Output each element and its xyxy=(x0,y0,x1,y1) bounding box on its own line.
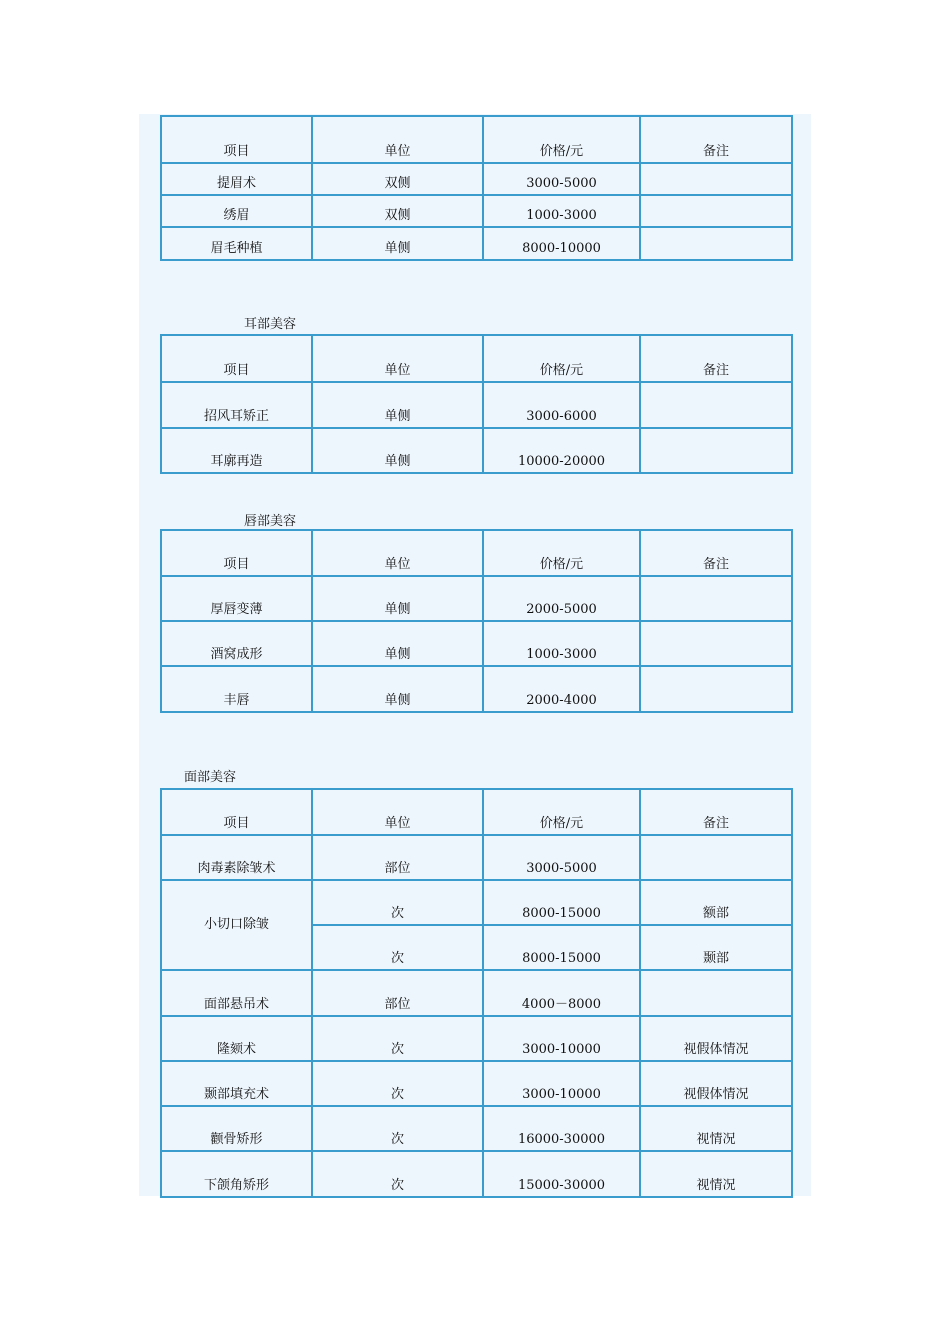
table-row xyxy=(161,1061,792,1106)
cell-price: 16000-30000 xyxy=(483,1106,640,1151)
cell-unit: 次 xyxy=(312,1106,483,1151)
cell-price: 3000-5000 xyxy=(483,163,640,195)
header-unit: 单位 xyxy=(312,116,483,163)
cell-note xyxy=(640,382,792,428)
cell-unit: 次 xyxy=(312,1016,483,1061)
header-note: 备注 xyxy=(640,789,792,835)
cell-note xyxy=(640,195,792,227)
cell-unit: 次 xyxy=(312,1151,483,1197)
header-item: 项目 xyxy=(161,116,312,163)
cell-note: 颞部 xyxy=(640,925,792,970)
table-row xyxy=(161,576,792,621)
table-header-row xyxy=(161,789,792,835)
cell-price: 2000-4000 xyxy=(483,666,640,712)
cell-price: 8000-15000 xyxy=(483,925,640,970)
cell-item: 招风耳矫正 xyxy=(161,382,312,428)
header-item: 项目 xyxy=(161,789,312,835)
cell-item: 厚唇变薄 xyxy=(161,576,312,621)
table-row xyxy=(161,970,792,1016)
cell-note xyxy=(640,163,792,195)
table-row xyxy=(161,880,792,925)
cell-unit: 单侧 xyxy=(312,576,483,621)
cell-price: 3000-10000 xyxy=(483,1061,640,1106)
cell-unit: 双侧 xyxy=(312,195,483,227)
table-row xyxy=(161,1016,792,1061)
table-header-row xyxy=(161,335,792,382)
cell-item: 丰唇 xyxy=(161,666,312,712)
table-row xyxy=(161,1106,792,1151)
cell-note: 额部 xyxy=(640,880,792,925)
header-note: 备注 xyxy=(640,530,792,576)
table-row xyxy=(161,227,792,260)
cell-item: 颞部填充术 xyxy=(161,1061,312,1106)
table-row xyxy=(161,382,792,428)
cell-item: 下颌角矫形 xyxy=(161,1151,312,1197)
cell-unit: 次 xyxy=(312,1061,483,1106)
header-item: 项目 xyxy=(161,530,312,576)
cell-item: 颧骨矫形 xyxy=(161,1106,312,1151)
cell-item: 提眉术 xyxy=(161,163,312,195)
table-row xyxy=(161,621,792,666)
header-item: 项目 xyxy=(161,335,312,382)
table-row xyxy=(161,163,792,195)
cell-note: 视假体情况 xyxy=(640,1016,792,1061)
header-price: 价格/元 xyxy=(483,789,640,835)
cell-unit: 部位 xyxy=(312,835,483,880)
cell-item: 耳廓再造 xyxy=(161,428,312,473)
cell-note xyxy=(640,428,792,473)
face-section-title: 面部美容 xyxy=(184,770,237,785)
header-price: 价格/元 xyxy=(483,116,640,163)
cell-price: 3000-10000 xyxy=(483,1016,640,1061)
cell-item: 肉毒素除皱术 xyxy=(161,835,312,880)
eyebrow-price-table xyxy=(160,115,793,261)
cell-note xyxy=(640,835,792,880)
table-row xyxy=(161,666,792,712)
header-unit: 单位 xyxy=(312,530,483,576)
cell-item: 酒窝成形 xyxy=(161,621,312,666)
ear-price-table xyxy=(160,334,793,474)
table-row xyxy=(161,1151,792,1197)
cell-unit: 单侧 xyxy=(312,428,483,473)
cell-note xyxy=(640,666,792,712)
cell-item: 面部悬吊术 xyxy=(161,970,312,1016)
lip-section-title: 唇部美容 xyxy=(244,514,297,529)
cell-price: 3000-6000 xyxy=(483,382,640,428)
cell-unit: 单侧 xyxy=(312,382,483,428)
cell-unit: 单侧 xyxy=(312,666,483,712)
table-row xyxy=(161,428,792,473)
table-row xyxy=(161,195,792,227)
cell-note: 视假体情况 xyxy=(640,1061,792,1106)
header-unit: 单位 xyxy=(312,789,483,835)
ear-section-title: 耳部美容 xyxy=(244,317,297,332)
header-price: 价格/元 xyxy=(483,335,640,382)
cell-item: 眉毛种植 xyxy=(161,227,312,260)
cell-note xyxy=(640,227,792,260)
table-header-row xyxy=(161,530,792,576)
cell-price: 2000-5000 xyxy=(483,576,640,621)
cell-price: 8000-15000 xyxy=(483,880,640,925)
cell-item: 隆颏术 xyxy=(161,1016,312,1061)
header-note: 备注 xyxy=(640,116,792,163)
cell-note: 视情况 xyxy=(640,1151,792,1197)
cell-item: 小切口除皱 xyxy=(161,880,312,970)
cell-note xyxy=(640,970,792,1016)
cell-unit: 次 xyxy=(312,925,483,970)
face-price-table xyxy=(160,788,793,1198)
cell-price: 3000-5000 xyxy=(483,835,640,880)
cell-note xyxy=(640,621,792,666)
cell-price: 1000-3000 xyxy=(483,621,640,666)
cell-price: 10000-20000 xyxy=(483,428,640,473)
cell-unit: 双侧 xyxy=(312,163,483,195)
table-row xyxy=(161,835,792,880)
cell-item: 绣眉 xyxy=(161,195,312,227)
cell-unit: 次 xyxy=(312,880,483,925)
table-header-row xyxy=(161,116,792,163)
cell-unit: 单侧 xyxy=(312,227,483,260)
cell-unit: 部位 xyxy=(312,970,483,1016)
cell-price: 1000-3000 xyxy=(483,195,640,227)
cell-price: 4000－8000 xyxy=(483,970,640,1016)
cell-price: 15000-30000 xyxy=(483,1151,640,1197)
cell-unit: 单侧 xyxy=(312,621,483,666)
cell-note xyxy=(640,576,792,621)
header-price: 价格/元 xyxy=(483,530,640,576)
header-unit: 单位 xyxy=(312,335,483,382)
cell-note: 视情况 xyxy=(640,1106,792,1151)
lip-price-table xyxy=(160,529,793,713)
cell-price: 8000-10000 xyxy=(483,227,640,260)
header-note: 备注 xyxy=(640,335,792,382)
